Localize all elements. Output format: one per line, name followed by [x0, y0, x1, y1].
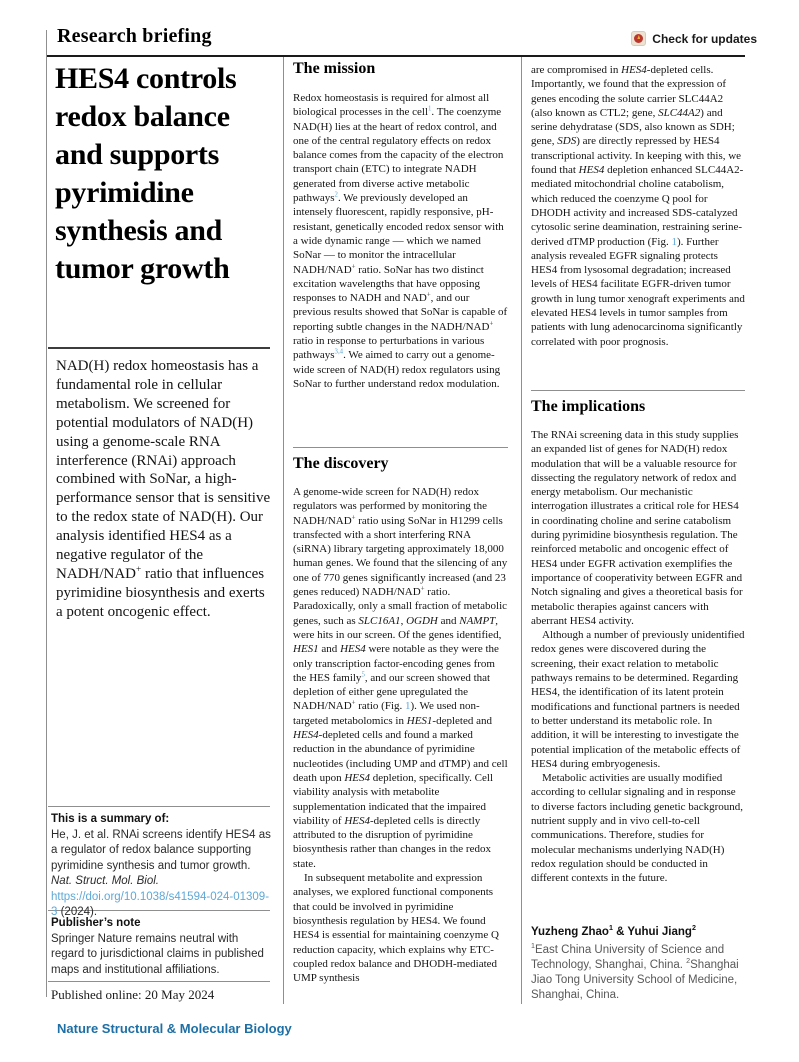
- implications-paragraph-2: Although a number of previously unidentified redox genes were discovered during the screening, their exact relation to metabolic pathways remains to be determined. Regarding HES4, the identification of its latent protein modifications and functional partners is needed to better understand its metabolic role. In addition, it will be interesting to investigate the potential implication of the metabolic effects of HES4 during embryogenesis.: [531, 629, 745, 770]
- citation: He, J. et al. RNAi screens identify HES4 as a regulator of redox balance supporting pyrimidine synthesis and tumor growth. Nat. Struct. Mol. Biol. https://doi.org/10.1038/s41594-024-01309-3 (2024).: [51, 829, 271, 919]
- link[interactable]: 1: [671, 235, 677, 248]
- mission-body: [293, 91, 509, 391]
- link[interactable]: 2: [334, 191, 338, 199]
- article-title: HES4 controls redox balance and supports pyrimidine synthesis and tumor growth: [55, 62, 237, 285]
- implications-paragraph-1: The RNAi screening data in this study supplies an expanded list of genes for NAD(H) redox modulation that will be a valuable resource for dissecting the regulatory network of redox and energy metabolism. Our mechanistic interrogation illustrates a critical role for HES4 in coordinating choline and serine catabolism during pyrimidine biosynthesis regulation. The reinforced metabolic and oncogenic effect of HES4 under EGFR activation exemplifies the importance of cooperativity between EGFR and Notch signaling and gives a theoretical basis for metabolic therapies against cancers with aberrant HES4 activity.: [531, 429, 743, 627]
- discovery-paragraph-1: A genome-wide screen for NAD(H) redox regulators was performed by monitoring the NADH/NAD+ ratio using SoNar in H1299 cells transfected with a short interfering RNA (siRNA) library targeting approximately 18,000 human genes. We found that the silencing of any one of 770 genes significantly increased (and 23 genes reduced) NADH/NAD+ ratio. Paradoxically, only a small fraction of metabolic genes, such as SLC16A1, OGDH and NAMPT, were hits in our screen. Of the genes identified, HES1 and HES4 were notable as they were the only transcription factor-encoding genes from the HES family$^5$, and our screen showed that depletion of either gene upregulated the NADH/NAD+ ratio (Fig. 1). We used non-targeted metabolomics in HES1-depleted and HES4-depleted cells and found a marked reduction in the abundance of pyrimidine nucleotides (including UMP and dTMP) and cell death upon HES4 depletion, specifically. Cell viability analysis with metabolite supplementation indicated that the impaired viability of HES4-depleted cells is directly attributed to the disruption of pyrimidine biosynthesis rather than changes in the redox state.: [293, 486, 508, 870]
- discovery-continued-body: [531, 63, 746, 349]
- discovery-paragraph-2: In subsequent metabolite and expression analyses, we explored functional components that could be involved in pyrimidine biosynthesis regulation by HES4. We found HES4 is essential for maintaining coenzyme Q reduction capacity, which explains why ETC-coupled redox balance and DHODH-mediated UMP synthesis: [293, 872, 499, 985]
- discovery-paragraph-continued: are compromised in HES4-depleted cells. Importantly, we found that the expression of genes encoding the solute carrier SLC44A2 (also known as CTL2; gene, SLC44A2) and serine dehydratase (SDS, also known as SDH; gene, SDS) are directly repressed by HES4 transcriptional activity. In keeping with this, we found that HES4 depletion enhanced SLC44A2-mediated mitochondrial choline catabolism, which reduced the coenzyme Q pool for DHODH activity and increased SDS-catalyzed cytosolic serine deamination, restraining serine-derived dTMP production (Fig. 1). Further analysis revealed EGFR signaling protects HES4 from lysosomal degradation; increased levels of HES4 facilitate EGFR-driven tumor growth in lung tumor xenograft experiments and elevated HES4 levels in tumor samples from patients with lung adenocarcinoma significantly correlated with poor prognosis.: [531, 64, 745, 348]
- check-for-updates-label: Check for updates: [652, 31, 757, 46]
- published-online-rule: [48, 981, 270, 982]
- link[interactable]: 1: [405, 700, 411, 713]
- implications-body: [531, 428, 746, 886]
- check-for-updates-button[interactable]: [631, 31, 757, 46]
- column-divider-2: [521, 57, 522, 1004]
- discovery-body: [293, 485, 509, 985]
- implications-paragraph-3: Metabolic activities are usually modified according to cellular signaling and in response to diverse factors including genetic background, nutrient supply and in vivo cell-to-cell communications. Therefore, studies for molecular mechanisms underlying NAD(H) redox regulation should be conducted in different contexts in the future.: [531, 772, 743, 885]
- mission-heading: The mission: [293, 60, 376, 77]
- crossmark-icon: [631, 31, 646, 46]
- publishers-note-heading: Publisher’s note: [51, 917, 141, 929]
- standfirst: NAD(H) redox homeostasis has a fundamental role in cellular metabolism. We screened for potential modulators of NAD(H) using a genome-scale RNA interference (RNAi) approach combined with SoNar, a high-performance sensor that is sensitive to the redox state of NAD(H). Our analysis identified HES4 as a negative regulator of the NADH/NAD+ ratio that influences pyrimidine biosynthesis and exerts a potent oncogenic effect.: [56, 358, 271, 620]
- left-margin-rule: [46, 30, 47, 997]
- published-online: Published online: 20 May 2024: [51, 987, 215, 1002]
- standfirst-rule: [48, 347, 270, 349]
- column-divider-1: [283, 57, 284, 1004]
- summary-of-rule: [48, 806, 270, 807]
- journal-title[interactable]: Nature Structural & Molecular Biology: [57, 1021, 292, 1036]
- implications-heading: The implications: [531, 398, 646, 415]
- author-affiliations: $^1$East China University of Science and Technology, Shanghai, China. $^2$Shanghai Jiao Tong University School of Medicine, Shanghai, China.: [531, 942, 739, 1001]
- link[interactable]: 1: [428, 105, 432, 113]
- kicker: Research briefing: [57, 25, 212, 47]
- author-names: Yuzheng Zhao$^1$ & Yuhui Jiang$^2$: [531, 924, 696, 938]
- publishers-note-text: Springer Nature remains neutral with regard to jurisdictional claims in published maps and institutional affiliations.: [51, 933, 264, 976]
- discovery-heading: The discovery: [293, 455, 389, 472]
- implications-section-rule: [531, 390, 745, 391]
- mission-paragraph: Redox homeostasis is required for almost all biological processes in the cell$^1$. The coenzyme NAD(H) lies at the heart of redox control, and one of the central regulatory effects on redox balance comes from the capacity of the electron transport chain (ETC) to integrate NADH generated from diverse active metabolic pathways$^2$. We previously developed an intensely fluorescent, rapidly responsive, pH-resistant, genetically encoded redox sensor with a wide dynamic range — which we named SoNar — to monitor the intracellular NADH/NAD+ ratio. SoNar has two distinct excitation wavelengths that have opposing responses to NADH and NAD+, and our previous results showed that SoNar is capable of reporting subtle changes in the NADH/NAD+ ratio in response to perturbations in various pathways$^{3,4}$. We aimed to carry out a genome-wide screen of NAD(H) redox regulators using SoNar to further understand redox modulation.: [293, 92, 508, 390]
- link[interactable]: https://doi.org/10.1038/s41594-024-01309-3: [51, 890, 270, 919]
- discovery-section-rule: [293, 447, 508, 448]
- link[interactable]: 3,4: [334, 348, 344, 356]
- summary-of-heading: This is a summary of:: [51, 813, 170, 825]
- link[interactable]: 5: [361, 671, 365, 679]
- header-rule: [46, 55, 745, 57]
